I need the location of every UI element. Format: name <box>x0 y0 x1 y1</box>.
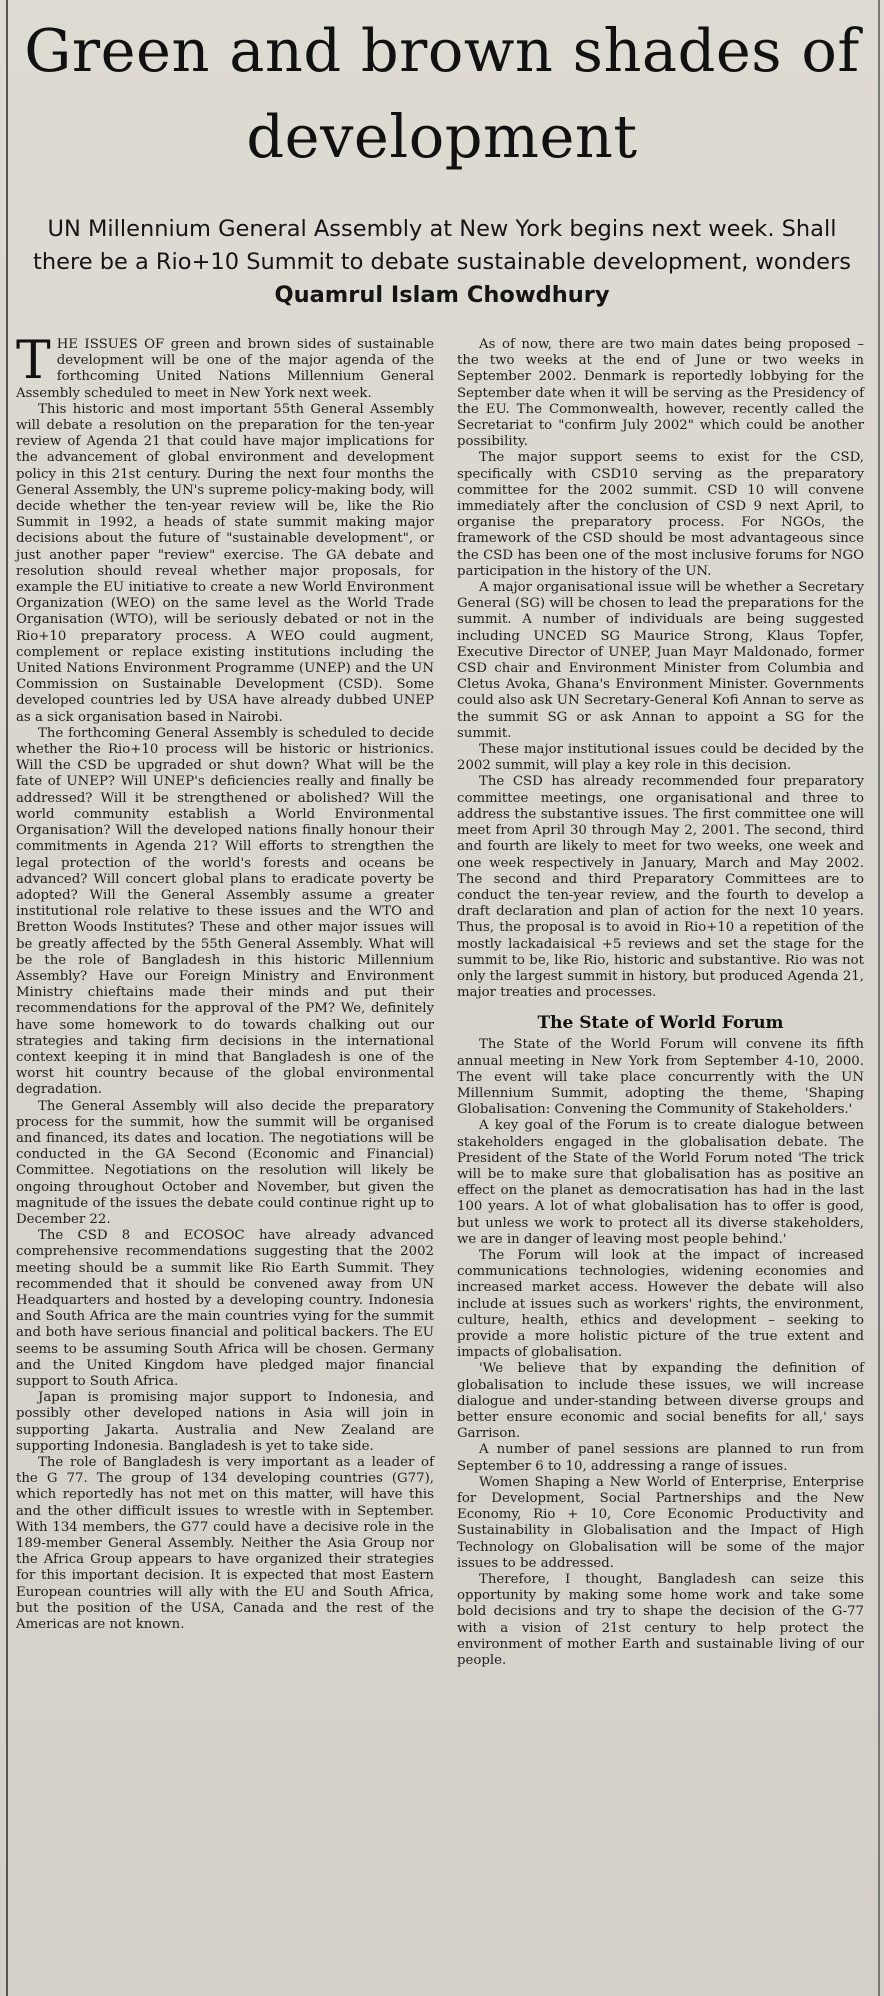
paragraph: This historic and most important 55th General Assembly will debate a resolution on the preparation for the ten-year review of Agenda 21 that could have major implications for the advancement of global environment and development policy in this 21st century. During the next four months the General Assembly, the UN's supreme policy-making body, will decide whether the ten-year review will be, like the Rio Summit in 1992, a heads of state summit making major decisions about the future of "sustainable development", or just another paper "review" exercise. The GA debate and resolution should reveal whether major proposals, for example the EU initiative to create a new World Environment Organization (WEO) on the same level as the World Trade Organisation (WTO), will be seriously debated or not in the Rio+10 preparatory process. A WEO could augment, complement or replace existing institutions including the United Nations Environment Programme (UNEP) and the UN Commission on Sustainable Development (CSD). Some developed countries led by USA have already dubbed UNEP as a sick organisation based in Nairobi. <box>16 401 434 725</box>
paragraph: The General Assembly will also decide the preparatory process for the summit, how the summit will be organised and financed, its dates and location. The negotiations will be conducted in the GA Second (Economic and Financial) Committee. Negotiations on the resolution will likely be ongoing throughout October and November, but given the magnitude of the issues the debate could continue right up to December 22. <box>16 1098 434 1227</box>
article-column-left <box>16 331 434 1633</box>
subheadline-text: UN Millennium General Assembly at New York begins next week. Shall there be a Rio+10 Summit to debate sustainable development, wonders <box>33 216 851 275</box>
paragraph: The major support seems to exist for the CSD, specifically with CSD10 serving as the preparatory committee for the 2002 summit. CSD 10 will convene immediately after the conclusion of CSD 9 next April, to organise the preparatory process. For NGOs, the framework of the CSD should be most advantageous since the CSD has been one of the most inclusive forums for NGO participation in the history of the UN. <box>457 450 864 579</box>
subheadline <box>30 213 854 312</box>
paragraph: The State of the World Forum will convene its fifth annual meeting in New York from September 4-10, 2000. The event will take place concurrently with the UN Millennium Summit, adopting the theme, 'Shaping Globalisation: Convening the Community of Stakeholders.' <box>457 1037 864 1118</box>
left-column-rule <box>6 0 8 1996</box>
article-column-right <box>457 337 864 1669</box>
paragraph: 'We believe that by expanding the definition of globalisation to include these issues, we will increase dialogue and under-standing between diverse groups and better ensure economic and social benefits for all,' says Garrison. <box>457 1361 864 1442</box>
paragraph: A major organisational issue will be whether a Secretary General (SG) will be chosen to lead the preparations for the summit. A number of individuals are being suggested including UNCED SG Maurice Strong, Klaus Topfer, Executive Director of UNEP, Juan Mayr Maldonado, former CSD chair and Environment Minister from Columbia and Cletus Avoka, Ghana's Environment Minister. Governments could also ask UN Secretary-General Kofi Annan to serve as the summit SG or ask Annan to appoint a SG for the summit. <box>457 580 864 741</box>
drop-cap: T <box>16 331 51 391</box>
paragraph: As of now, there are two main dates being proposed – the two weeks at the end of June or two weeks in September 2002. Denmark is reportedly lobbying for the September date when it will be serving as the Presidency of the EU. The Commonwealth, however, recently called the Secretariat to "confirm July 2002" which could be another possibility. <box>457 337 864 450</box>
paragraph: The CSD 8 and ECOSOC have already advanced comprehensive recommendations suggesting that the 2002 meeting should be a summit like Rio Earth Summit. They recommended that it should be convened away from UN Headquarters and hosted by a developing country. Indonesia and South Africa are the main countries vying for the summit and both have serious financial and political backers. The EU seems to be assuming South Africa will be chosen. Germany and the United Kingdom have pledged major financial support to South Africa. <box>16 1228 434 1389</box>
paragraph: The forthcoming General Assembly is scheduled to decide whether the Rio+10 process will be historic or histrionics. Will the CSD be upgraded or shut down? What will be the fate of UNEP? Will UNEP's deficiencies really and finally be addressed? Will it be strengthened or abolished? Will the world community establish a World Environmental Organisation? Will the developed nations finally honour their commitments in Agenda 21? Will efforts to strengthen the legal protection of the world's forests and oceans be advanced? Will concert global plans to eradicate poverty be adopted? Will the General Assembly assume a greater institutional role relative to these issues and the WTO and Bretton Woods Institutes? These and other major issues will be greatly affected by the 55th General Assembly. What will be the role of Bangladesh in this historic Millennium Assembly? Have our Foreign Ministry and Environment Ministry chieftains made their minds and put their recommendations for the approval of the PM? We, definitely have some homework to do towards chalking out our strategies and taking firm decisions in the international context keeping it in mind that Bangladesh is one of the worst hit country because of the global environmental degradation. <box>16 725 434 1098</box>
paragraph: These major institutional issues could be decided by the 2002 summit, will play a key role in this decision. <box>457 742 864 774</box>
paragraph: A number of panel sessions are planned to run from September 6 to 10, addressing a range of issues. <box>457 1442 864 1474</box>
paragraph: Japan is promising major support to Indonesia, and possibly other developed nations in Asia will join in supporting Jakarta. Australia and New Zealand are supporting Indonesia. Bangladesh is yet to take side. <box>16 1390 434 1454</box>
paragraph: Women Shaping a New World of Enterprise, Enterprise for Development, Social Partnerships and the New Economy, Rio + 10, Core Economic Productivity and Sustainability in Globalisation and the Impact of High Technology on Globalisation will be some of the major issues to be addressed. <box>457 1474 864 1571</box>
paragraph: THE ISSUES OF green and brown sides of sustainable development will be one of the major agenda of the forthcoming United Nations Millennium General Assembly scheduled to meet in New York next week. <box>16 331 434 401</box>
author-byline: Quamrul Islam Chowdhury <box>274 282 610 308</box>
paragraph: The CSD has already recommended four preparatory committee meetings, one organisational and three to address the substantive issues. The first committee one will meet from April 30 through May 2, 2001. The second, third and fourth are likely to meet for two weeks, one week and one week respectively in January, March and May 2002. The second and third Preparatory Committees are to conduct the ten-year review, and the fourth to develop a draft declaration and plan of action for the next 10 years. Thus, the proposal is to avoid in Rio+10 a repetition of the mostly lackadaisical +5 reviews and set the stage for the summit to be, like Rio, historic and substantive. Rio was not only the largest summit in history, but produced Agenda 21, major treaties and processes. <box>457 774 864 1001</box>
paragraph: A key goal of the Forum is to create dialogue between stakeholders engaged in the globalisation debate. The President of the State of the World Forum noted 'The trick will be to make sure that globalisation has as positive an effect on the planet as democratisation has had in the last 100 years. A lot of what globalisation has to offer is good, but unless we work to protect all its diverse stakeholders, we are in danger of leaving most people behind.' <box>457 1118 864 1247</box>
section-heading: The State of World Forum <box>537 1013 784 1034</box>
right-column-rule <box>878 0 880 1996</box>
headline: Green and brown shades of development <box>24 16 860 171</box>
paragraph: The Forum will look at the impact of increased communications technologies, widening economies and increased market access. However the debate will also include at issues such as workers' rights, the environment, culture, health, ethics and development – seeking to provide a more holistic picture of the true extent and impacts of globalisation. <box>457 1247 864 1361</box>
paragraph: Therefore, I thought, Bangladesh can seize this opportunity by making some home work and take some bold decisions and try to shape the decision of the G-77 with a vision of 21st century to help protect the environment of mother Earth and sustainable living of our people. <box>457 1572 864 1669</box>
paragraph: The role of Bangladesh is very important as a leader of the G 77. The group of 134 developing countries (G77), which reportedly has not met on this matter, will have this and the other difficult issues to wrestle with in September. With 134 members, the G77 could have a decisive role in the 189-member General Assembly. Neither the Asia Group nor the Africa Group appears to have organized their strategies for this important decision. It is expected that most Eastern European countries will ally with the EU and South Africa, but the position of the USA, Canada and the rest of the Americas are not known. <box>16 1455 434 1633</box>
